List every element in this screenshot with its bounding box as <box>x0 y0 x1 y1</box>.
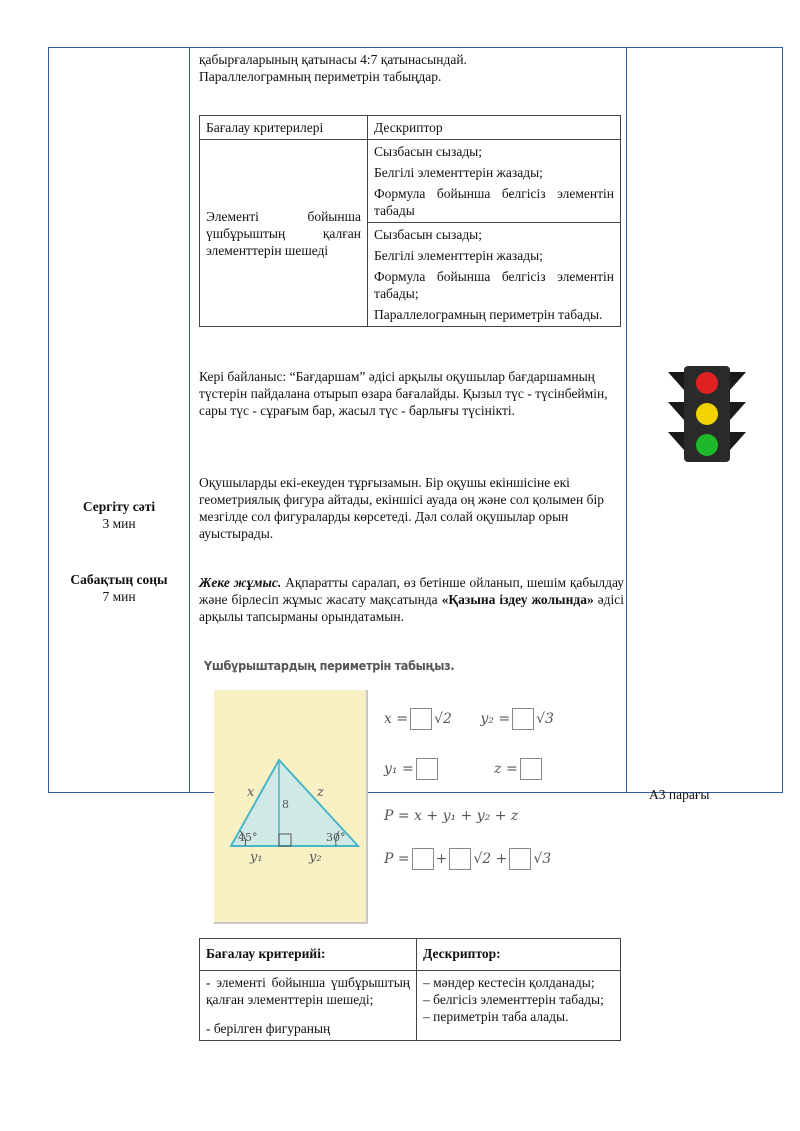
table2-criteria <box>200 971 417 1041</box>
table1-header-criteria: Бағалау критерилері <box>200 116 368 140</box>
yellow-light <box>696 403 718 425</box>
red-light <box>696 372 718 394</box>
answer-box[interactable] <box>512 708 534 730</box>
green-light <box>696 434 718 456</box>
individual-work-text: Ақпаратты саралап, өз бетінше ойланып, шешім қабылдау және бірлесіп жұмыс жасату мақсатында <box>199 575 624 607</box>
activity-column <box>194 48 626 1036</box>
formula-text: P = <box>384 851 410 867</box>
stage-title-warmup: Сергіту сәті <box>82 499 156 514</box>
criterion-item: - элементі бойынша үшбұрыштың қалған элементтерін шешеді; <box>206 975 410 1007</box>
formula-row-3: P = x + y₁ + y₂ + z <box>384 808 519 824</box>
formula-text: x = <box>384 711 409 727</box>
formula-text: √3 <box>536 711 554 727</box>
assessment-table-2 <box>199 938 621 1041</box>
stage-column <box>49 48 189 792</box>
traffic-light-icon <box>668 366 746 462</box>
formula-text: √3 <box>533 851 552 867</box>
answer-box[interactable] <box>416 758 438 780</box>
warmup-paragraph: Оқушыларды екі-екеуден тұрғызамын. Бір оқушы екіншісіне екі геометриялық фигура айтады, екіншісі ауада оң және сол қолымен бір мезгілде сол фигураларды көрсетеді. Дәл солай оқушылар орын ауыстырады. <box>199 475 604 541</box>
descriptor-item: – белгісіз элементтерін табады; <box>423 992 604 1007</box>
label-y2: y₂ <box>309 850 322 865</box>
task-title: Үшбұрыштардың периметрін табыңыз. <box>204 658 455 673</box>
table1-criterion: Элементі бойынша үшбұрыштың қалған элементтерін шешеді <box>200 140 368 327</box>
answer-box[interactable] <box>520 758 542 780</box>
table2-header-descriptor: Дескриптор: <box>417 939 621 971</box>
label-z: z <box>317 785 324 800</box>
formula-row-1 <box>384 708 554 730</box>
label-angle-45: 45° <box>238 831 258 844</box>
formula-row-4 <box>384 848 551 870</box>
resource-label: А3 парағы <box>649 787 710 802</box>
label-height: 8 <box>282 798 289 811</box>
stage-title-end: Сабақтың соңы <box>70 572 168 587</box>
feedback-paragraph: Кері байланыс: “Бағдаршам” әдісі арқылы оқушылар бағдаршамның түстерін пайдалана отырып өзара бағалайды. Қызыл түс - түсінбеймін, сары түс - сұрағым бар, жасыл түс - барлығы түсінікті. <box>199 369 608 418</box>
lesson-table <box>48 47 783 1036</box>
table2-descriptors <box>417 971 621 1041</box>
formula-text: √2 <box>434 711 452 727</box>
descriptor-item: Сызбасын сызады; <box>374 144 483 159</box>
table1-descriptor-group-2 <box>368 223 621 327</box>
label-x: x <box>247 785 255 800</box>
method-name: «Қазына іздеу жолында» <box>441 592 594 607</box>
individual-work-paragraph <box>199 574 624 625</box>
formula-text: y₂ = <box>480 711 511 727</box>
triangle-figure <box>214 690 366 922</box>
descriptor-item: – мәндер кестесін қолданады; <box>423 975 595 990</box>
intro-line-2: Параллелограмның периметрін табыңдар. <box>199 69 442 84</box>
individual-work-label: Жеке жұмыс. <box>199 575 282 590</box>
answer-box[interactable] <box>410 708 432 730</box>
table1-header-descriptor: Дескриптор <box>368 116 621 140</box>
assessment-table-1 <box>199 115 621 327</box>
answer-box[interactable] <box>449 848 471 870</box>
formula-text: z = <box>494 761 518 777</box>
label-y1: y₁ <box>250 850 263 865</box>
descriptor-item: Параллелограмның периметрін табады. <box>374 307 603 322</box>
descriptor-item: Белгілі элементтерін жазады; <box>374 248 543 263</box>
stage-time-end: 7 мин <box>102 589 136 604</box>
descriptor-item: Формула бойынша белгісіз элементін табады; <box>374 269 614 301</box>
formula-row-2 <box>384 758 544 780</box>
answer-box[interactable] <box>412 848 434 870</box>
intro-line-1: қабырғаларының қатынасы 4:7 қатынасындай. <box>199 52 467 67</box>
stage-time-warmup: 3 мин <box>102 516 136 531</box>
descriptor-item: Белгілі элементтерін жазады; <box>374 165 543 180</box>
formula-text: y₁ = <box>384 761 414 777</box>
criterion-item: - берілген фигураның <box>206 1021 331 1036</box>
column-divider <box>189 48 190 792</box>
label-angle-30: 30° <box>326 831 346 844</box>
table2-header-criteria: Бағалау критерийі: <box>200 939 417 971</box>
descriptor-item: Сызбасын сызады; <box>374 227 483 242</box>
answer-box[interactable] <box>509 848 531 870</box>
descriptor-item: – периметрін таба алады. <box>423 1009 569 1024</box>
descriptor-item: Формула бойынша белгісіз элементін табады <box>374 186 614 218</box>
triangle-figure-panel <box>214 690 368 924</box>
table1-descriptor-group-1 <box>368 140 621 223</box>
formula-text: + <box>435 851 448 867</box>
formula-text: √2 + <box>473 851 508 867</box>
individual-work-text-2: әдісі арқылы тапсырманы орындатамын. <box>199 592 625 624</box>
resources-column <box>627 48 784 802</box>
